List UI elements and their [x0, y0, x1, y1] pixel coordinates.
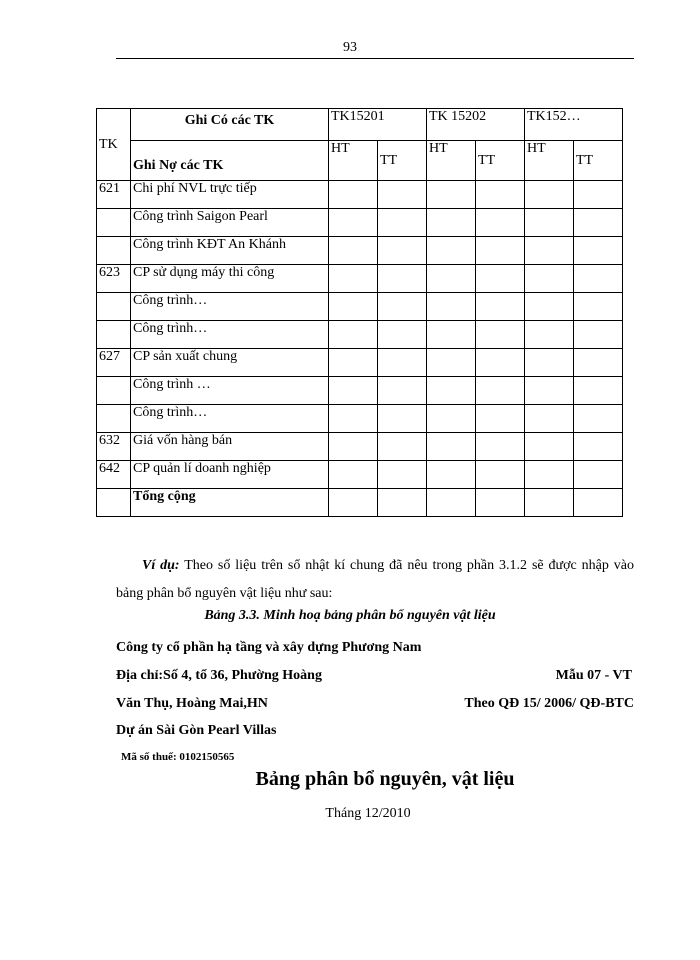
table-cell	[329, 321, 378, 349]
ht-subheader: HT	[427, 141, 476, 181]
table-row	[97, 237, 623, 265]
tax-code: Mã số thuế: 0102150565	[121, 751, 235, 763]
table-cell	[329, 293, 378, 321]
table-cell	[574, 461, 623, 489]
total-tk-cell	[97, 489, 131, 517]
credit-accounts-header: Ghi Có các TK	[131, 109, 329, 141]
row-tk-cell: 621	[97, 181, 131, 209]
table-cell	[574, 377, 623, 405]
company-address-1: Địa chỉ:Số 4, tổ 36, Phường Hoàng	[116, 668, 322, 683]
table-row	[97, 433, 623, 461]
header-rule	[116, 58, 634, 59]
row-name-cell: Chi phí NVL trực tiếp	[131, 181, 329, 209]
row-tk-cell	[97, 237, 131, 265]
account-header: TK15201	[329, 109, 427, 141]
table-cell	[378, 293, 427, 321]
table-cell	[378, 461, 427, 489]
table-cell	[476, 349, 525, 377]
table-cell	[427, 405, 476, 433]
ht-subheader: HT	[329, 141, 378, 181]
tt-subheader: TT	[378, 141, 427, 181]
form-number: Mẫu 07 - VT	[555, 668, 632, 683]
table-cell	[427, 209, 476, 237]
row-tk-cell	[97, 209, 131, 237]
report-title: Bảng phân bổ nguyên, vật liệu	[255, 768, 515, 790]
table-cell	[525, 181, 574, 209]
report-month: Tháng 12/2010	[325, 806, 411, 821]
table-cell	[329, 405, 378, 433]
row-name-cell: Công trình …	[131, 377, 329, 405]
table-cell	[329, 377, 378, 405]
ht-subheader: HT	[525, 141, 574, 181]
table-cell	[476, 405, 525, 433]
table-cell	[476, 237, 525, 265]
company-address-2: Văn Thụ, Hoàng Mai,HN	[116, 696, 268, 711]
row-name-cell: CP quản lí doanh nghiệp	[131, 461, 329, 489]
table-cell	[525, 321, 574, 349]
table-cell	[525, 461, 574, 489]
example-text: Theo số liệu trên sổ nhật kí chung đã nêu trong phần 3.1.2 sẽ được nhập vào bảng phân bổ nguyên vật liệu như sau:	[116, 558, 634, 601]
table-cell	[525, 377, 574, 405]
table-cell	[476, 181, 525, 209]
table-row	[97, 321, 623, 349]
table-cell	[329, 489, 378, 517]
decision-reference: Theo QĐ 15/ 2006/ QĐ-BTC	[464, 696, 634, 711]
table-cell	[574, 237, 623, 265]
row-name-cell: Công trình…	[131, 321, 329, 349]
table-row	[97, 377, 623, 405]
table-cell	[427, 265, 476, 293]
table-cell	[427, 181, 476, 209]
debit-accounts-header: Ghi Nợ các TK	[131, 141, 329, 181]
example-label: Ví dụ:	[142, 558, 180, 573]
table-cell	[574, 265, 623, 293]
table-cell	[525, 209, 574, 237]
table-cell	[329, 461, 378, 489]
table-cell	[525, 489, 574, 517]
table-cell	[427, 321, 476, 349]
row-tk-cell	[97, 321, 131, 349]
total-label: Tổng cộng	[131, 489, 329, 517]
tt-subheader: TT	[574, 141, 623, 181]
table-cell	[378, 433, 427, 461]
table-cell	[476, 377, 525, 405]
table-cell	[476, 265, 525, 293]
row-name-cell: CP sử dụng máy thi công	[131, 265, 329, 293]
table-cell	[329, 433, 378, 461]
row-name-cell: Công trình Saigon Pearl	[131, 209, 329, 237]
table-cell	[476, 461, 525, 489]
row-tk-cell: 642	[97, 461, 131, 489]
table-cell	[378, 349, 427, 377]
table-cell	[525, 349, 574, 377]
tk-column-header: TK	[97, 109, 131, 181]
table-cell	[427, 349, 476, 377]
table-cell	[476, 433, 525, 461]
account-header: TK 15202	[427, 109, 525, 141]
row-tk-cell: 623	[97, 265, 131, 293]
table-caption: Bảng 3.3. Minh hoạ bảng phân bổ nguyên vật liệu	[204, 608, 496, 623]
row-name-cell: Công trình…	[131, 405, 329, 433]
table-cell	[525, 265, 574, 293]
project-name: Dự án Sài Gòn Pearl Villas	[116, 723, 277, 738]
account-header: TK152…	[525, 109, 623, 141]
table-cell	[378, 237, 427, 265]
table-cell	[574, 321, 623, 349]
table-cell	[525, 293, 574, 321]
table-cell	[476, 489, 525, 517]
table-cell	[329, 237, 378, 265]
table-cell	[378, 377, 427, 405]
table-row	[97, 181, 623, 209]
table-row	[97, 293, 623, 321]
row-name-cell: Giá vốn hàng bán	[131, 433, 329, 461]
example-paragraph	[116, 552, 634, 608]
table-cell	[574, 405, 623, 433]
table-cell	[574, 349, 623, 377]
row-tk-cell	[97, 405, 131, 433]
table-cell	[427, 377, 476, 405]
row-name-cell: Công trình KĐT An Khánh	[131, 237, 329, 265]
table-cell	[476, 293, 525, 321]
table-cell	[574, 209, 623, 237]
row-tk-cell	[97, 377, 131, 405]
allocation-table	[96, 108, 623, 517]
table-cell	[329, 265, 378, 293]
table-cell	[525, 237, 574, 265]
page-number: 93	[343, 40, 357, 55]
table-cell	[378, 181, 427, 209]
table-cell	[574, 489, 623, 517]
table-cell	[427, 433, 476, 461]
tt-subheader: TT	[476, 141, 525, 181]
table-cell	[525, 433, 574, 461]
table-cell	[329, 349, 378, 377]
table-cell	[525, 405, 574, 433]
table-cell	[378, 321, 427, 349]
table-row	[97, 461, 623, 489]
table-cell	[378, 405, 427, 433]
table-cell	[574, 181, 623, 209]
table-cell	[574, 433, 623, 461]
table-cell	[574, 293, 623, 321]
table-cell	[378, 209, 427, 237]
row-name-cell: Công trình…	[131, 293, 329, 321]
table-row	[97, 265, 623, 293]
table-row	[97, 349, 623, 377]
row-name-cell: CP sản xuất chung	[131, 349, 329, 377]
table-cell	[427, 489, 476, 517]
table-row	[97, 209, 623, 237]
row-tk-cell	[97, 293, 131, 321]
table-cell	[427, 237, 476, 265]
table-row	[97, 405, 623, 433]
row-tk-cell: 632	[97, 433, 131, 461]
table-cell	[378, 265, 427, 293]
table-cell	[329, 181, 378, 209]
table-cell	[427, 293, 476, 321]
table-cell	[329, 209, 378, 237]
table-cell	[476, 321, 525, 349]
company-name: Công ty cổ phần hạ tầng và xây dựng Phương Nam	[116, 640, 422, 655]
table-cell	[427, 461, 476, 489]
table-cell	[378, 489, 427, 517]
table-cell	[476, 209, 525, 237]
row-tk-cell: 627	[97, 349, 131, 377]
